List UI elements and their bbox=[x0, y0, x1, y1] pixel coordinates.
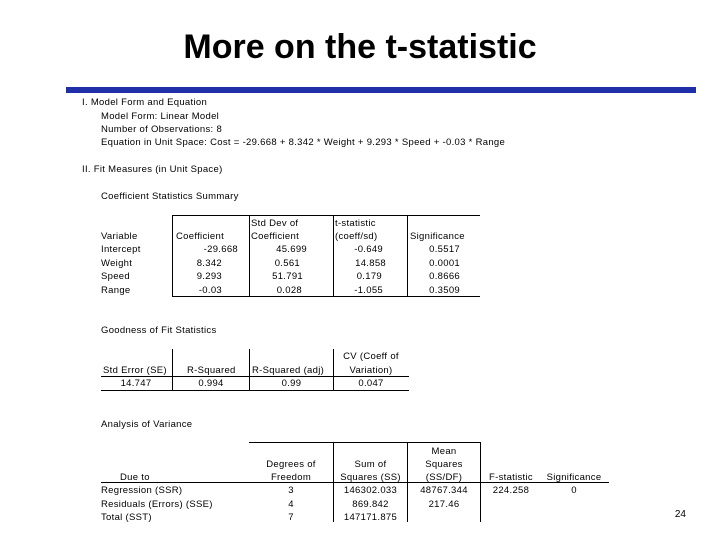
header-stddev-2: Coefficient bbox=[251, 231, 300, 242]
coef-row-significance: 0.3509 bbox=[429, 285, 460, 296]
gof-title: Goodness of Fit Statistics bbox=[101, 325, 217, 336]
coef-row-coefficient: -0.03 bbox=[198, 285, 222, 296]
coef-row-significance: 0.8666 bbox=[429, 271, 460, 282]
header-r-squared: R-Squared bbox=[187, 365, 236, 376]
coef-top-border bbox=[172, 215, 480, 216]
header-ms-1: Mean bbox=[431, 446, 457, 457]
gof-header-border bbox=[101, 376, 409, 377]
header-f-statistic: F-statistic bbox=[489, 472, 533, 483]
anova-row-label: Total (SST) bbox=[101, 512, 152, 523]
header-ss-2: Squares (SS) bbox=[340, 472, 401, 483]
slide-title: More on the t-statistic bbox=[183, 28, 537, 66]
header-cv-1: CV (Coeff of bbox=[343, 351, 399, 362]
equation-line: Equation in Unit Space: Cost = -29.668 + 8.342 * Weight + 9.293 * Speed + -0.03 * Range bbox=[101, 137, 506, 148]
header-cv-2: Variation) bbox=[349, 365, 393, 376]
header-variable: Variable bbox=[101, 231, 138, 242]
header-due-to: Due to bbox=[120, 472, 150, 483]
coef-table-title: Coefficient Statistics Summary bbox=[101, 191, 239, 202]
header-ms-3: (SS/DF) bbox=[425, 472, 463, 483]
coef-row-variable: Speed bbox=[101, 271, 130, 282]
coef-row-tstat: 14.858 bbox=[355, 258, 386, 269]
anova-divider bbox=[480, 443, 481, 522]
coef-divider bbox=[249, 216, 250, 296]
anova-row-label: Regression (SSR) bbox=[101, 485, 183, 496]
section2-heading: II. Fit Measures (in Unit Space) bbox=[82, 164, 223, 175]
anova-top-border bbox=[249, 442, 481, 443]
coef-row-tstat: -0.649 bbox=[354, 244, 383, 255]
model-form-line: Model Form: Linear Model bbox=[101, 111, 220, 122]
coef-row-tstat: -1.055 bbox=[354, 285, 383, 296]
header-df-1: Degrees of bbox=[266, 459, 316, 470]
value-r-squared-adj: 0.99 bbox=[281, 378, 302, 389]
coef-row-significance: 0.0001 bbox=[429, 258, 460, 269]
header-ms-2: Squares bbox=[425, 459, 463, 470]
anova-row-ms: 48767.344 bbox=[420, 485, 468, 496]
observations-line: Number of Observations: 8 bbox=[101, 124, 223, 135]
value-std-error: 14.747 bbox=[120, 378, 152, 389]
coef-row-significance: 0.5517 bbox=[429, 244, 460, 255]
page-number: 24 bbox=[674, 509, 686, 520]
anova-row-significance: 0 bbox=[571, 485, 577, 496]
value-cv: 0.047 bbox=[358, 378, 384, 389]
anova-row-df: 4 bbox=[288, 499, 294, 510]
header-anova-significance: Significance bbox=[546, 472, 602, 483]
section1-heading: I. Model Form and Equation bbox=[82, 97, 208, 108]
coef-row-stddev: 0.561 bbox=[274, 258, 300, 269]
header-coefficient: Coefficient bbox=[176, 231, 225, 242]
value-r-squared: 0.994 bbox=[198, 378, 224, 389]
coef-row-variable: Weight bbox=[101, 258, 133, 269]
header-ss-1: Sum of bbox=[354, 459, 387, 470]
coef-row-tstat: 0.179 bbox=[356, 271, 382, 282]
coef-row-coefficient: 8.342 bbox=[196, 258, 222, 269]
coef-divider bbox=[407, 216, 408, 296]
anova-row-ms: 217.46 bbox=[428, 499, 460, 510]
coef-row-variable: Intercept bbox=[101, 244, 141, 255]
anova-row-ss: 146302.033 bbox=[343, 485, 398, 496]
coef-row-stddev: 45.699 bbox=[276, 244, 307, 255]
anova-row-ss: 147171.875 bbox=[343, 512, 398, 523]
header-tstat-2: (coeff/sd) bbox=[335, 231, 378, 242]
header-stddev-1: Std Dev of bbox=[251, 218, 299, 229]
anova-title: Analysis of Variance bbox=[101, 419, 193, 430]
anova-row-f: 224.258 bbox=[492, 485, 530, 496]
coef-bottom-border bbox=[172, 296, 480, 297]
coef-row-coefficient: -29.668 bbox=[203, 244, 238, 255]
header-significance: Significance bbox=[410, 231, 465, 242]
title-underline bbox=[66, 87, 696, 93]
gof-bottom-border bbox=[101, 390, 409, 391]
anova-row-ss: 869.842 bbox=[352, 499, 389, 510]
anova-row-label: Residuals (Errors) (SSE) bbox=[101, 499, 213, 510]
anova-row-df: 3 bbox=[288, 485, 294, 496]
header-tstat-1: t-statistic bbox=[335, 218, 376, 229]
coef-row-variable: Range bbox=[101, 285, 131, 296]
header-std-error: Std Error (SE) bbox=[103, 365, 167, 376]
header-r-squared-adj: R-Squared (adj) bbox=[252, 365, 325, 376]
header-df-2: Freedom bbox=[270, 472, 312, 483]
coef-row-stddev: 51.791 bbox=[272, 271, 303, 282]
coef-row-coefficient: 9.293 bbox=[196, 271, 222, 282]
anova-row-df: 7 bbox=[288, 512, 294, 523]
coef-row-stddev: 0.028 bbox=[276, 285, 302, 296]
coef-divider bbox=[333, 216, 334, 296]
coef-divider bbox=[172, 216, 173, 296]
